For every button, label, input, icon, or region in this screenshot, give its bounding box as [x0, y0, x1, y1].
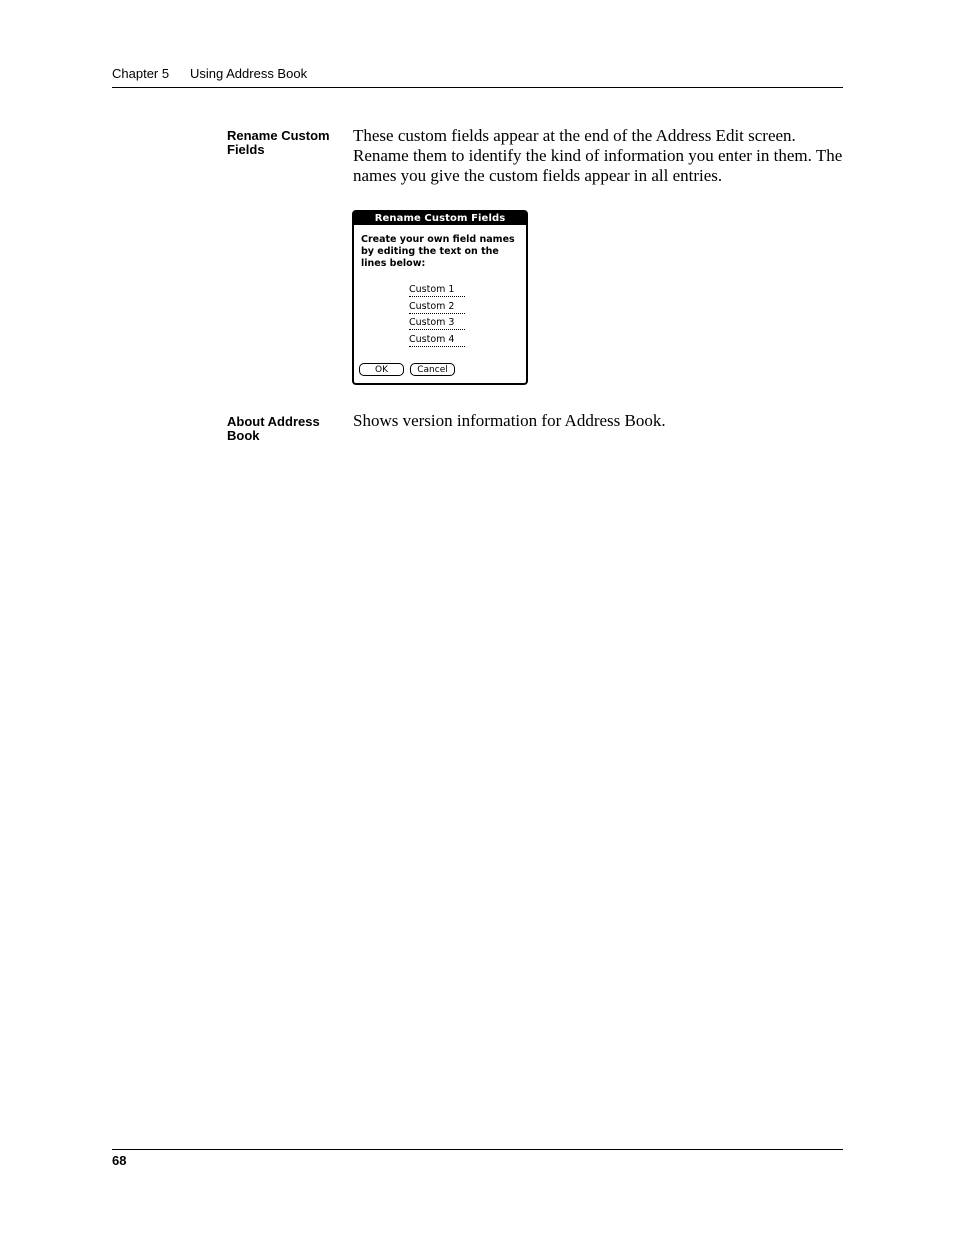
- custom-field-1-input[interactable]: Custom 1: [409, 284, 465, 297]
- chapter-label: Chapter 5: [112, 66, 170, 81]
- description-rename-custom-fields: These custom fields appear at the end of the Address Edit screen. Rename them to identify the kind of information you enter in them. The names you give the custom fields appear in all entries.: [353, 126, 843, 185]
- chapter-title: Using Address Book: [190, 66, 308, 81]
- custom-field-2-input[interactable]: Custom 2: [409, 301, 465, 314]
- dialog-instructions: Create your own field names by editing the text on the lines below:: [361, 234, 515, 269]
- custom-field-3-input[interactable]: Custom 3: [409, 317, 465, 330]
- page-number: 68: [112, 1153, 127, 1168]
- term-about-address-book: About Address Book: [227, 414, 320, 443]
- description-about-address-book: Shows version information for Address Book.: [353, 411, 666, 430]
- rename-custom-fields-dialog: [352, 210, 528, 385]
- term-rename-custom-fields: Rename Custom Fields: [227, 128, 330, 157]
- ok-button[interactable]: OK: [359, 363, 404, 376]
- custom-field-4-input[interactable]: Custom 4: [409, 334, 465, 347]
- dialog-title: Rename Custom Fields: [354, 212, 526, 225]
- footer-rule: [112, 1149, 843, 1150]
- cancel-button[interactable]: Cancel: [410, 363, 455, 376]
- running-header: [112, 65, 843, 88]
